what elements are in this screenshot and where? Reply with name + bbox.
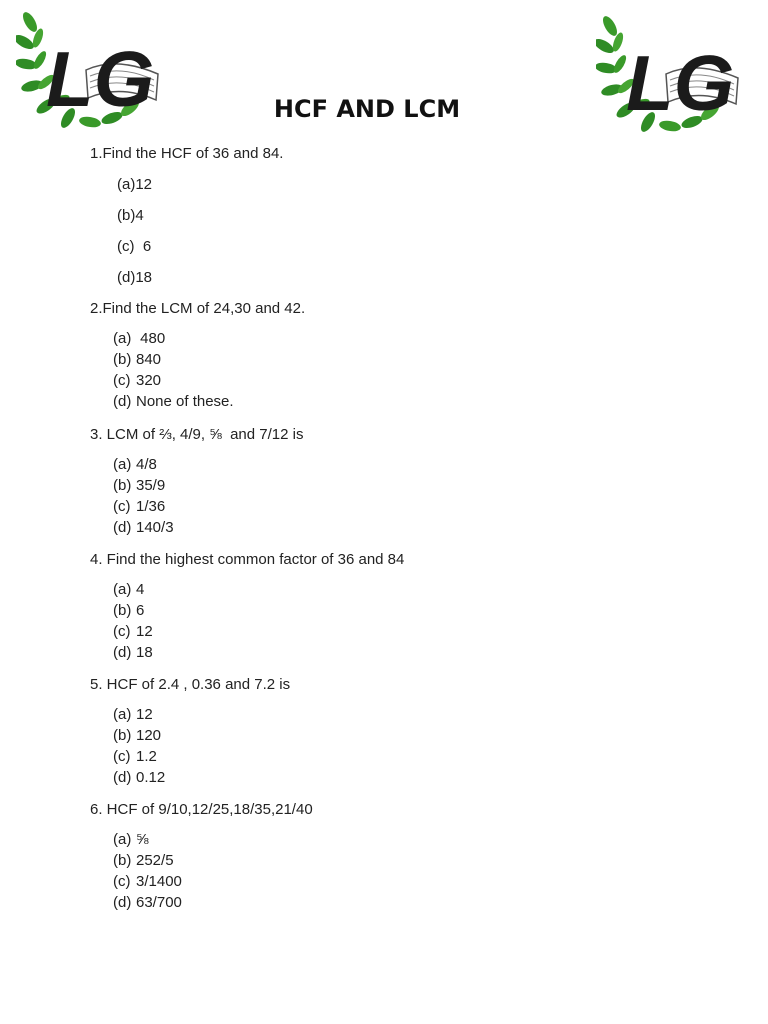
options-list <box>113 706 748 790</box>
option-label: (d) <box>113 894 132 911</box>
question-3 <box>90 426 748 540</box>
option-label: (a) <box>113 581 132 598</box>
options-list <box>113 831 748 915</box>
question-text: 6. HCF of 9/10,12/25,18/35,21/40 <box>90 801 313 818</box>
option-label: (c) <box>113 623 131 640</box>
option-label: (a) <box>113 456 132 473</box>
option-a: (a)12 <box>117 176 153 193</box>
option-a <box>113 831 748 852</box>
option-label: (a) <box>113 831 132 848</box>
option-label: (b) <box>113 852 132 869</box>
option-value: 63/700 <box>136 894 182 911</box>
option-b <box>113 351 748 372</box>
question-6 <box>90 801 748 915</box>
option-a <box>113 330 748 351</box>
option-label: (d) <box>113 393 132 410</box>
option-value: 252/5 <box>136 852 174 869</box>
option-b <box>113 477 748 498</box>
option-value: 320 <box>136 372 162 389</box>
svg-text:LG: LG <box>626 39 735 127</box>
option-value: 1.2 <box>136 748 157 765</box>
option-value: 6 <box>136 602 145 619</box>
option-a <box>113 456 748 477</box>
option-c <box>113 873 748 894</box>
options-list <box>117 176 748 300</box>
option-value: 120 <box>136 727 162 744</box>
option-value: 18 <box>136 644 153 661</box>
option-value: 12 <box>136 706 153 723</box>
option-c <box>113 623 748 644</box>
question-text: 3. LCM of ⅔, 4/9, ⅝ and 7/12 is <box>90 426 304 443</box>
question-1 <box>90 145 748 300</box>
page-title: HCF AND LCM <box>273 95 461 123</box>
option-label: (d) <box>113 769 132 786</box>
option-label: (b) <box>113 727 132 744</box>
option-value: 4/8 <box>136 456 157 473</box>
option-b <box>113 602 748 623</box>
question-5 <box>90 676 748 790</box>
question-text: 4. Find the highest common factor of 36 and 84 <box>90 551 405 568</box>
option-label: (a) <box>113 706 132 723</box>
option-value: 3/1400 <box>136 873 182 890</box>
option-label: (c) <box>113 873 131 890</box>
option-label: (c) <box>113 372 131 389</box>
option-a <box>113 581 748 602</box>
option-label: (d) <box>113 644 132 661</box>
option-b <box>113 852 748 873</box>
option-value: 480 <box>136 330 166 347</box>
options-list <box>113 456 748 540</box>
option-label: (b) <box>113 351 132 368</box>
option-d <box>113 894 748 915</box>
option-d: (d)18 <box>117 269 153 286</box>
option-value: 12 <box>136 623 153 640</box>
option-value: 0.12 <box>136 769 166 786</box>
option-d <box>113 644 748 665</box>
option-a <box>113 706 748 727</box>
option-value: 35/9 <box>136 477 166 494</box>
option-d <box>113 519 748 540</box>
options-list <box>113 330 748 414</box>
option-c <box>113 372 748 393</box>
question-2 <box>90 300 748 414</box>
svg-text:LG: LG <box>46 35 155 123</box>
option-c <box>113 498 748 519</box>
option-d <box>113 393 748 414</box>
question-4 <box>90 551 748 665</box>
option-c: (c) 6 <box>117 238 152 255</box>
option-b: (b)4 <box>117 207 144 224</box>
option-value: 4 <box>136 581 145 598</box>
question-text: 5. HCF of 2.4 , 0.36 and 7.2 is <box>90 676 291 693</box>
option-value: 140/3 <box>136 519 174 536</box>
option-value: 1/36 <box>136 498 166 515</box>
option-value: None of these. <box>136 393 234 410</box>
option-value: ⅝ <box>136 831 149 848</box>
option-d <box>113 769 748 790</box>
option-label: (c) <box>113 748 131 765</box>
option-value: 840 <box>136 351 162 368</box>
question-text: 2.Find the LCM of 24,30 and 42. <box>90 300 306 317</box>
option-b <box>113 727 748 748</box>
option-label: (a) <box>113 330 132 347</box>
option-c <box>113 748 748 769</box>
option-label: (d) <box>113 519 132 536</box>
option-label: (b) <box>113 477 132 494</box>
option-label: (c) <box>113 498 131 515</box>
question-text: 1.Find the HCF of 36 and 84. <box>90 145 284 162</box>
option-label: (b) <box>113 602 132 619</box>
options-list <box>113 581 748 665</box>
